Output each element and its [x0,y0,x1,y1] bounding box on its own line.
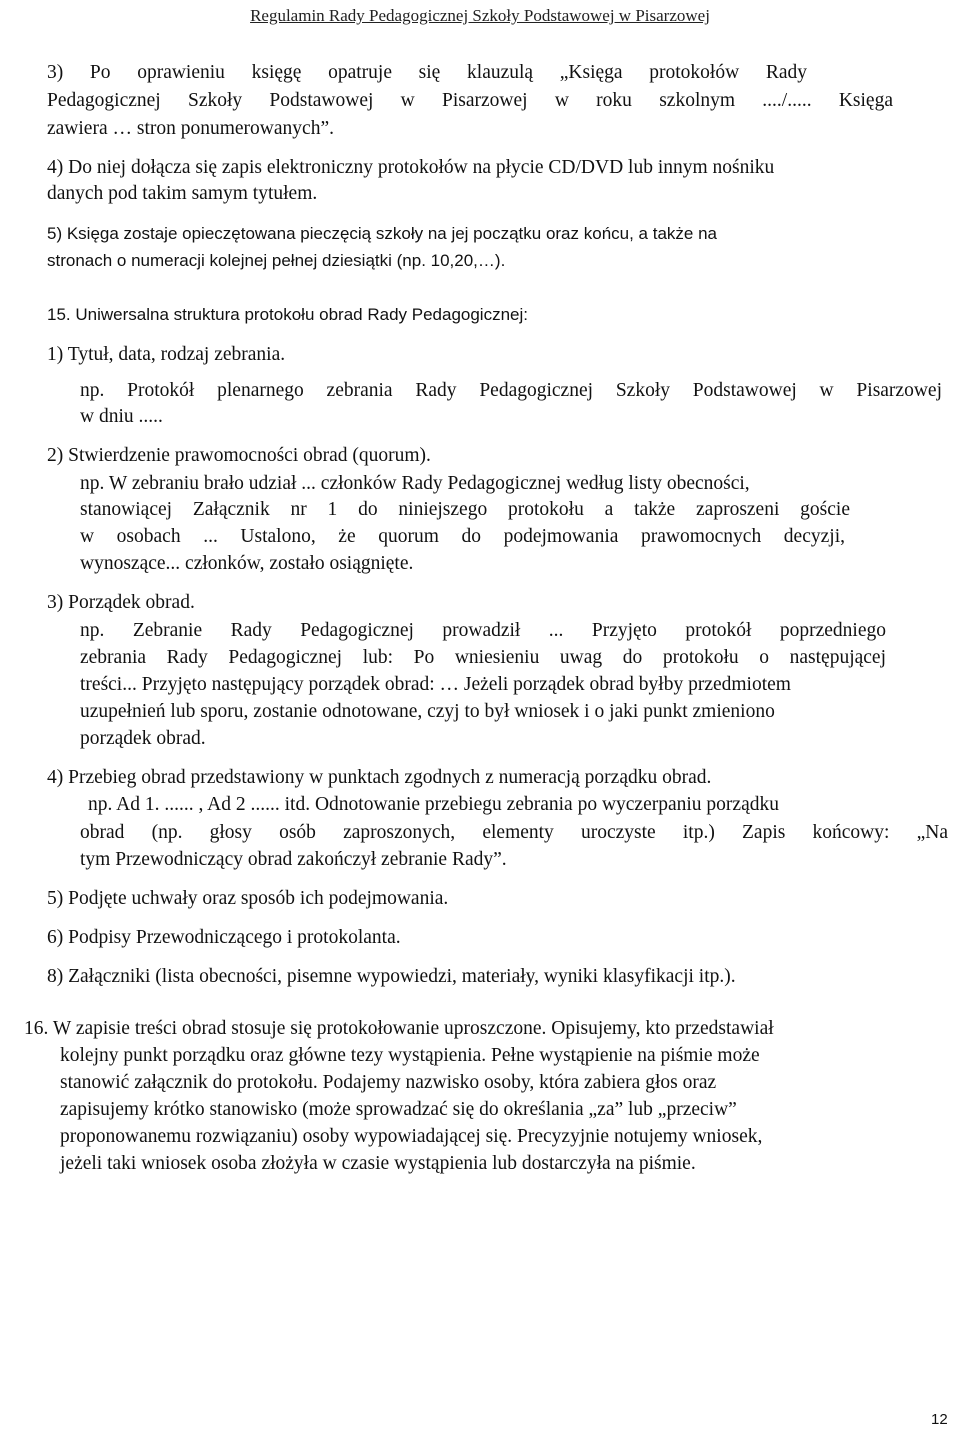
text-line: 8) Załączniki (lista obecności, pisemne wypowiedzi, materiały, wyniki klasyfikacji itp.). [47,966,736,987]
text-line: np. Protokół plenarnego zebrania Rady Pedagogicznej Szkoły Podstawowej w Pisarzowej [80,380,942,401]
text-line: porządek obrad. [80,728,206,749]
text-line: w osobach ... Ustalono, że quorum do podejmowania prawomocnych decyzji, [80,526,845,547]
text-line: w dniu ..... [80,406,163,427]
text-line: 6) Podpisy Przewodniczącego i protokolanta. [47,927,401,948]
text-line: 5) Podjęte uchwały oraz sposób ich podejmowania. [47,888,449,909]
text-line: proponowanemu rozwiązaniu) osoby wypowiadającej się. Precyzyjnie notujemy wniosek, [60,1126,763,1147]
text-line: np. Zebranie Rady Pedagogicznej prowadził ... Przyjęto protokół poprzedniego [80,620,886,641]
text-line: stanowić załącznik do protokołu. Podajemy nazwisko osoby, która zabiera głos oraz [60,1072,717,1093]
text-line: 1) Tytuł, data, rodzaj zebrania. [47,344,286,365]
text-line: 5) Księga zostaje opieczętowana pieczęcią szkoły na jej początku oraz końcu, a także na [47,224,717,243]
text-line: wynoszące... członków, zostało osiągnięte. [80,553,414,574]
text-line: np. Ad 1. ...... , Ad 2 ...... itd. Odnotowanie przebiegu zebrania po wyczerpaniu porządku [88,794,779,815]
text-line: danych pod takim samym tytułem. [47,183,318,204]
page-header: Regulamin Rady Pedagogicznej Szkoły Podstawowej w Pisarzowej [250,6,710,25]
page-number: 12 [931,1411,948,1428]
text-line: zawiera … stron ponumerowanych”. [47,118,334,139]
section-heading: 15. Uniwersalna struktura protokołu obrad Rady Pedagogicznej: [47,305,528,324]
text-line: 2) Stwierdzenie prawomocności obrad (quorum). [47,445,431,466]
text-line: 4) Do niej dołącza się zapis elektroniczny protokołów na płycie CD/DVD lub innym nośniku [47,157,775,178]
text-line: obrad (np. głosy osób zaproszonych, elementy uroczyste itp.) Zapis końcowy: „Na [80,822,948,843]
text-line: treści... Przyjęto następujący porządek obrad: … Jeżeli porządek obrad byłby przedmiotem [80,674,791,695]
section-heading: 16. W zapisie treści obrad stosuje się protokołowanie uproszczone. Opisujemy, kto przedstawiał [24,1018,774,1039]
text-line: 4) Przebieg obrad przedstawiony w punktach zgodnych z numeracją porządku obrad. [47,767,712,788]
text-line: 3) Porządek obrad. [47,592,195,613]
text-line: tym Przewodniczący obrad zakończył zebranie Rady”. [80,849,507,870]
text-line: kolejny punkt porządku oraz główne tezy wystąpienia. Pełne wystąpienie na piśmie może [60,1045,760,1066]
text-line: jeżeli taki wniosek osoba złożyła w czasie wystąpienia lub dostarczyła na piśmie. [60,1153,696,1174]
text-line: uzupełnień lub sporu, zostanie odnotowane, czyj to był wniosek i o jaki punkt zmieniono [80,701,775,722]
text-line: Pedagogicznej Szkoły Podstawowej w Pisarzowej w roku szkolnym ..../..... Księga [47,90,893,111]
text-line: 3) Po oprawieniu księgę opatruje się klauzulą „Księga protokołów Rady [47,62,807,83]
text-line: zapisujemy krótko stanowisko (może sprowadzać się do określania „za” lub „przeciw” [60,1099,737,1120]
text-line: np. W zebraniu brało udział ... członków Rady Pedagogicznej według listy obecności, [80,473,750,494]
text-line: stronach o numeracji kolejnej pełnej dziesiątki (np. 10,20,…). [47,251,506,270]
text-line: stanowiącej Załącznik nr 1 do niniejszego protokołu a także zaproszeni goście [80,499,850,520]
text-line: zebrania Rady Pedagogicznej lub: Po wniesieniu uwag do protokołu o następującej [80,647,886,668]
